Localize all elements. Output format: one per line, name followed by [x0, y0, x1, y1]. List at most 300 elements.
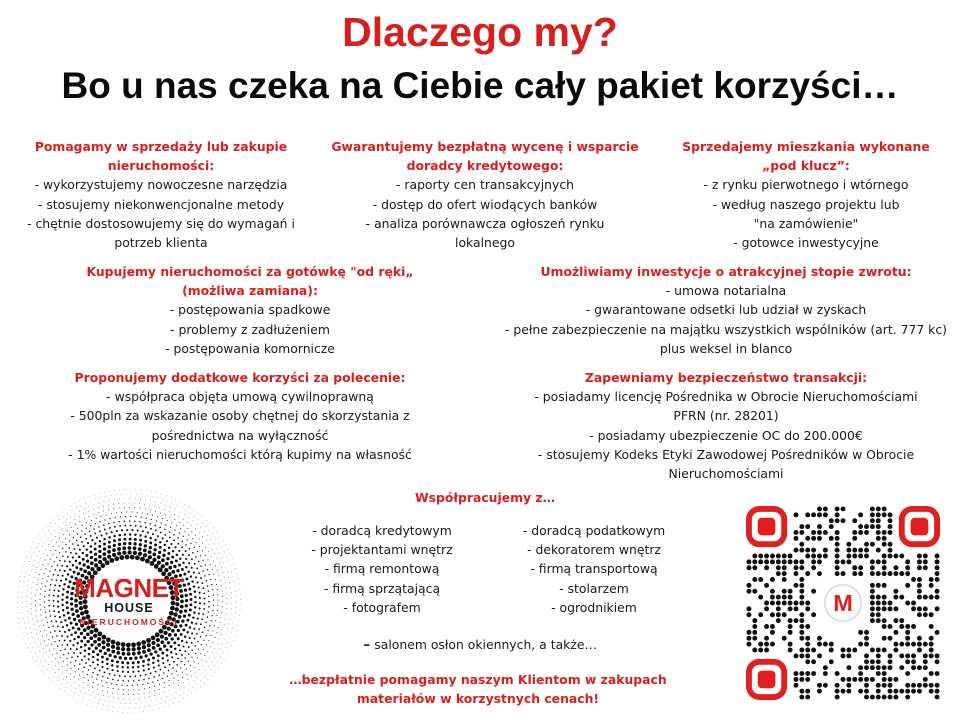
qr-module — [764, 642, 769, 647]
benefit-block-referral — [30, 368, 450, 464]
qr-module — [776, 571, 781, 576]
block-heading: Proponujemy dodatkowe korzyści za polecenie: — [74, 370, 406, 385]
qr-module — [782, 571, 787, 576]
qr-module — [823, 665, 828, 670]
qr-module — [852, 677, 857, 682]
qr-module — [888, 695, 893, 700]
qr-module — [835, 571, 840, 576]
qr-module — [893, 554, 898, 559]
qr-module — [917, 554, 922, 559]
qr-module — [799, 648, 804, 653]
qr-module — [935, 683, 940, 688]
block-line: - raporty cen transakcyjnych — [395, 177, 575, 193]
qr-module — [776, 595, 781, 600]
qr-module — [811, 512, 816, 517]
qr-module — [882, 677, 887, 682]
qr-module — [770, 577, 775, 582]
qr-module — [870, 665, 875, 670]
qr-module — [917, 642, 922, 647]
qr-module — [876, 548, 881, 553]
qr-module — [899, 642, 904, 647]
qr-module — [899, 624, 904, 629]
qr-module — [935, 689, 940, 694]
qr-module — [864, 636, 869, 641]
block-heading: Umożliwiamy inwestycje o atrakcyjnej stopie zwrotu: — [540, 264, 912, 279]
qr-module — [805, 695, 810, 700]
qr-module — [923, 565, 928, 570]
qr-module — [794, 548, 799, 553]
qr-module — [870, 571, 875, 576]
qr-module — [799, 677, 804, 682]
qr-module — [835, 559, 840, 564]
qr-module — [935, 589, 940, 594]
qr-module — [835, 518, 840, 523]
qr-module — [882, 595, 887, 600]
qr-module — [888, 653, 893, 658]
qr-module — [905, 695, 910, 700]
qr-module — [882, 665, 887, 670]
qr-module — [799, 595, 804, 600]
qr-module — [852, 571, 857, 576]
qr-module — [752, 577, 757, 582]
qr-module — [764, 559, 769, 564]
qr-module — [782, 559, 787, 564]
qr-module — [923, 559, 928, 564]
qr-module — [858, 571, 863, 576]
block-line: - stosujemy niekonwencjonalne metody — [37, 196, 285, 212]
qr-module — [764, 554, 769, 559]
qr-module — [858, 565, 863, 570]
qr-module — [799, 671, 804, 676]
qr-module — [870, 583, 875, 588]
qr-module — [794, 653, 799, 658]
qr-module — [893, 642, 898, 647]
qr-module — [788, 624, 793, 629]
qr-module — [876, 530, 881, 535]
qr-module — [823, 554, 828, 559]
qr-module — [852, 565, 857, 570]
qr-module — [841, 506, 846, 511]
qr-module — [841, 689, 846, 694]
qr-module — [929, 683, 934, 688]
qr-module — [905, 583, 910, 588]
qr-module — [888, 554, 893, 559]
qr-module — [799, 565, 804, 570]
qr-module — [905, 565, 910, 570]
qr-module — [864, 554, 869, 559]
qr-module — [805, 636, 810, 641]
qr-module — [788, 601, 793, 606]
qr-module — [864, 695, 869, 700]
qr-module — [870, 559, 875, 564]
qr-module — [799, 689, 804, 694]
qr-module — [911, 642, 916, 647]
block-line: pośrednictwa na wyłączność — [151, 427, 329, 443]
qr-module — [788, 630, 793, 635]
qr-module — [864, 659, 869, 664]
list-item: - fotografem — [343, 599, 421, 615]
block-heading: Sprzedajemy mieszkania wykonane — [682, 139, 930, 154]
qr-module — [929, 648, 934, 653]
qr-module — [917, 612, 922, 617]
qr-module — [805, 606, 810, 611]
benefit-block-safety — [500, 368, 952, 483]
qr-module — [788, 606, 793, 611]
qr-module — [888, 689, 893, 694]
qr-module — [858, 512, 863, 517]
qr-module — [870, 659, 875, 664]
qr-module — [935, 659, 940, 664]
qr-module — [799, 618, 804, 623]
qr-module — [823, 548, 828, 553]
qr-module — [935, 606, 940, 611]
qr-module — [846, 548, 851, 553]
qr-module — [764, 583, 769, 588]
qr-module — [935, 595, 940, 600]
qr-module — [876, 648, 881, 653]
qr-module — [917, 648, 922, 653]
block-heading: Gwarantujemy bezpłatną wycenę i wsparcie — [331, 139, 639, 154]
qr-module — [917, 689, 922, 694]
qr-module — [858, 671, 863, 676]
qr-module — [935, 565, 940, 570]
qr-module — [864, 548, 869, 553]
qr-module — [888, 665, 893, 670]
qr-module — [905, 653, 910, 658]
block-line: "na zamówienie" — [753, 215, 859, 231]
qr-module — [835, 506, 840, 511]
qr-module — [870, 512, 875, 517]
qr-module — [788, 554, 793, 559]
qr-module — [911, 689, 916, 694]
qr-module — [852, 548, 857, 553]
block-line: - według naszego projektu lub — [712, 196, 900, 212]
list-item: - dekoratorem wnętrz — [527, 542, 661, 558]
qr-module — [782, 577, 787, 582]
qr-module — [776, 559, 781, 564]
qr-module — [935, 695, 940, 700]
qr-module — [905, 636, 910, 641]
qr-module — [746, 606, 751, 611]
qr-module — [829, 518, 834, 523]
qr-module — [846, 665, 851, 670]
qr-module — [776, 618, 781, 623]
benefit-block-invest — [484, 262, 960, 358]
qr-module — [882, 559, 887, 564]
qr-module — [852, 554, 857, 559]
qr-module — [888, 524, 893, 529]
qr-module — [823, 506, 828, 511]
qr-center-letter: M — [833, 590, 853, 617]
list-item: - firmą sprzątającą — [323, 580, 441, 596]
magnet-house-logo — [14, 486, 244, 716]
qr-module — [794, 536, 799, 541]
block-line: - postępowania spadkowe — [169, 302, 331, 318]
footer-line: …bezpłatnie pomagamy naszym Klientom w zakupach — [289, 672, 667, 687]
qr-module — [876, 612, 881, 617]
qr-module — [846, 653, 851, 658]
qr-module — [876, 506, 881, 511]
qr-module — [893, 689, 898, 694]
qr-module — [829, 524, 834, 529]
qr-module — [911, 601, 916, 606]
qr-module — [752, 624, 757, 629]
qr-module — [882, 512, 887, 517]
block-heading: Kupujemy nieruchomości za gotówkę "od ręki„ — [86, 264, 414, 279]
qr-module — [864, 653, 869, 658]
footer-line: materiałów w korzystnych cenach! — [356, 691, 600, 707]
block-line: - 1% wartości nieruchomości którą kupimy na własność — [68, 446, 412, 462]
qr-module — [788, 648, 793, 653]
qr-module — [888, 659, 893, 664]
cooperation-extra-text: salonem osłon okiennych, a także… — [374, 637, 597, 652]
qr-module — [899, 665, 904, 670]
qr-module — [799, 559, 804, 564]
block-line: - problemy z zadłużeniem — [170, 321, 330, 337]
qr-module — [846, 689, 851, 694]
qr-module — [911, 665, 916, 670]
qr-module — [835, 530, 840, 535]
qr-module — [876, 559, 881, 564]
qr-module — [917, 577, 922, 582]
block-line: - analiza porównawcza ogłoszeń rynku — [365, 215, 605, 231]
qr-module — [805, 689, 810, 694]
qr-module — [888, 512, 893, 517]
qr-module — [876, 571, 881, 576]
qr-module — [917, 583, 922, 588]
qr-module — [835, 689, 840, 694]
qr-module — [794, 512, 799, 517]
qr-module — [888, 571, 893, 576]
qr-module — [805, 536, 810, 541]
qr-module — [752, 636, 757, 641]
qr-module — [923, 659, 928, 664]
qr-module — [870, 601, 875, 606]
qr-module — [770, 624, 775, 629]
qr-module — [870, 677, 875, 682]
qr-module — [870, 518, 875, 523]
qr-module — [846, 648, 851, 653]
qr-module — [882, 571, 887, 576]
block-heading: Zapewniamy bezpieczeństwo transakcji: — [584, 370, 868, 385]
qr-module — [876, 618, 881, 623]
qr-module — [876, 536, 881, 541]
qr-module — [794, 583, 799, 588]
block-heading: doradcy kredytowego: — [406, 158, 564, 174]
qr-module — [817, 554, 822, 559]
qr-module — [794, 559, 799, 564]
qr-module — [829, 536, 834, 541]
qr-module — [758, 612, 763, 617]
qr-module — [899, 618, 904, 623]
qr-module — [870, 589, 875, 594]
qr-module — [794, 601, 799, 606]
qr-module — [888, 530, 893, 535]
qr-module — [799, 530, 804, 535]
qr-module — [752, 559, 757, 564]
qr-module — [882, 506, 887, 511]
qr-module — [858, 689, 863, 694]
cooperation-list-left — [282, 521, 482, 617]
page-title: Dlaczego my? — [342, 9, 618, 55]
qr-module — [893, 595, 898, 600]
qr-module — [805, 677, 810, 682]
qr-module — [870, 565, 875, 570]
qr-module — [899, 571, 904, 576]
qr-module — [882, 624, 887, 629]
qr-module — [917, 565, 922, 570]
qr-module — [811, 554, 816, 559]
qr-module — [882, 618, 887, 623]
qr-module — [799, 624, 804, 629]
qr-module — [799, 601, 804, 606]
block-line: - z rynku pierwotnego i wtórnego — [703, 177, 909, 193]
qr-module — [882, 583, 887, 588]
qr-module — [811, 612, 816, 617]
qr-module — [876, 518, 881, 523]
qr-module — [905, 689, 910, 694]
qr-module — [799, 695, 804, 700]
qr-module — [893, 589, 898, 594]
qr-module — [811, 530, 816, 535]
qr-module — [799, 542, 804, 547]
qr-module — [782, 565, 787, 570]
qr-module — [805, 512, 810, 517]
qr-module — [911, 659, 916, 664]
qr-module — [864, 530, 869, 535]
qr-module — [929, 577, 934, 582]
qr-module — [846, 542, 851, 547]
qr-module — [788, 618, 793, 623]
qr-module — [864, 683, 869, 688]
qr-module — [905, 671, 910, 676]
qr-module — [888, 624, 893, 629]
block-line: - wykorzystujemy nowoczesne narzędzia — [34, 177, 288, 193]
qr-module — [935, 630, 940, 635]
qr-module — [905, 642, 910, 647]
qr-module — [817, 536, 822, 541]
qr-module — [893, 571, 898, 576]
qr-module — [876, 512, 881, 517]
qr-module — [929, 583, 934, 588]
qr-module — [858, 524, 863, 529]
qr-module — [823, 530, 828, 535]
qr-module — [870, 506, 875, 511]
qr-module — [788, 642, 793, 647]
qr-module — [811, 589, 816, 594]
block-line: - postępowania komornicze — [165, 340, 335, 356]
qr-module — [788, 559, 793, 564]
qr-module — [770, 554, 775, 559]
qr-module — [811, 659, 816, 664]
block-heading: Pomagamy w sprzedaży lub zakupie — [34, 139, 288, 154]
qr-module — [870, 618, 875, 623]
qr-module — [917, 589, 922, 594]
qr-module — [823, 642, 828, 647]
logo-name: MAGNET — [74, 572, 184, 603]
qr-module — [817, 506, 822, 511]
qr-module — [746, 642, 751, 647]
qr-code-icon[interactable] — [746, 506, 940, 700]
qr-module — [923, 665, 928, 670]
qr-module — [770, 612, 775, 617]
qr-module — [805, 653, 810, 658]
list-item: - ogrodnikiem — [551, 599, 637, 615]
qr-module — [876, 695, 881, 700]
qr-module — [888, 548, 893, 553]
qr-module — [882, 565, 887, 570]
qr-module — [841, 571, 846, 576]
page-subtitle: Bo u nas czeka na Ciebie cały pakiet korzyści… — [61, 65, 899, 106]
qr-module — [905, 630, 910, 635]
qr-module — [829, 659, 834, 664]
qr-module — [923, 653, 928, 658]
block-line: - umowa notarialna — [665, 283, 787, 299]
benefit-block-sale — [6, 137, 316, 252]
qr-module — [882, 671, 887, 676]
qr-module — [929, 595, 934, 600]
block-line: - chętnie dostosowujemy się do wymagań i — [27, 215, 295, 231]
qr-module — [776, 554, 781, 559]
qr-module — [882, 636, 887, 641]
qr-module — [911, 624, 916, 629]
qr-module — [870, 695, 875, 700]
qr-module — [764, 606, 769, 611]
qr-module — [935, 671, 940, 676]
qr-module — [905, 683, 910, 688]
qr-module — [888, 677, 893, 682]
list-item: - firmą remontową — [324, 561, 440, 577]
qr-module — [782, 589, 787, 594]
logo-tag: NIERUCHOMOŚCI — [79, 616, 179, 627]
qr-module — [794, 671, 799, 676]
qr-module — [864, 689, 869, 694]
block-line: - posiadamy ubezpieczenie OC do 200.000€ — [589, 427, 863, 443]
qr-module — [870, 524, 875, 529]
block-line: - pełne zabezpieczenie na majątku wszystkich wspólników (art. 777 kc) — [505, 321, 947, 337]
qr-module — [852, 530, 857, 535]
qr-module — [799, 612, 804, 617]
qr-module — [770, 630, 775, 635]
qr-module — [870, 595, 875, 600]
qr-module — [799, 636, 804, 641]
qr-module — [882, 648, 887, 653]
qr-module — [917, 683, 922, 688]
qr-module — [882, 536, 887, 541]
qr-module — [752, 648, 757, 653]
list-item: - projektantami wnętrz — [311, 542, 453, 558]
qr-module — [752, 589, 757, 594]
qr-module — [852, 536, 857, 541]
qr-module — [835, 512, 840, 517]
qr-module — [935, 571, 940, 576]
qr-module — [846, 683, 851, 688]
qr-module — [817, 571, 822, 576]
qr-module — [782, 636, 787, 641]
qr-module — [746, 612, 751, 617]
qr-module — [858, 548, 863, 553]
qr-module — [794, 571, 799, 576]
block-line: - posiadamy licencję Pośrednika w Obrocie Nieruchomościami — [534, 389, 918, 405]
qr-module — [764, 636, 769, 641]
qr-module — [858, 554, 863, 559]
qr-module — [923, 606, 928, 611]
qr-module — [864, 524, 869, 529]
qr-module — [835, 565, 840, 570]
qr-module — [811, 559, 816, 564]
qr-module — [811, 548, 816, 553]
logo-sub: HOUSE — [104, 600, 154, 615]
